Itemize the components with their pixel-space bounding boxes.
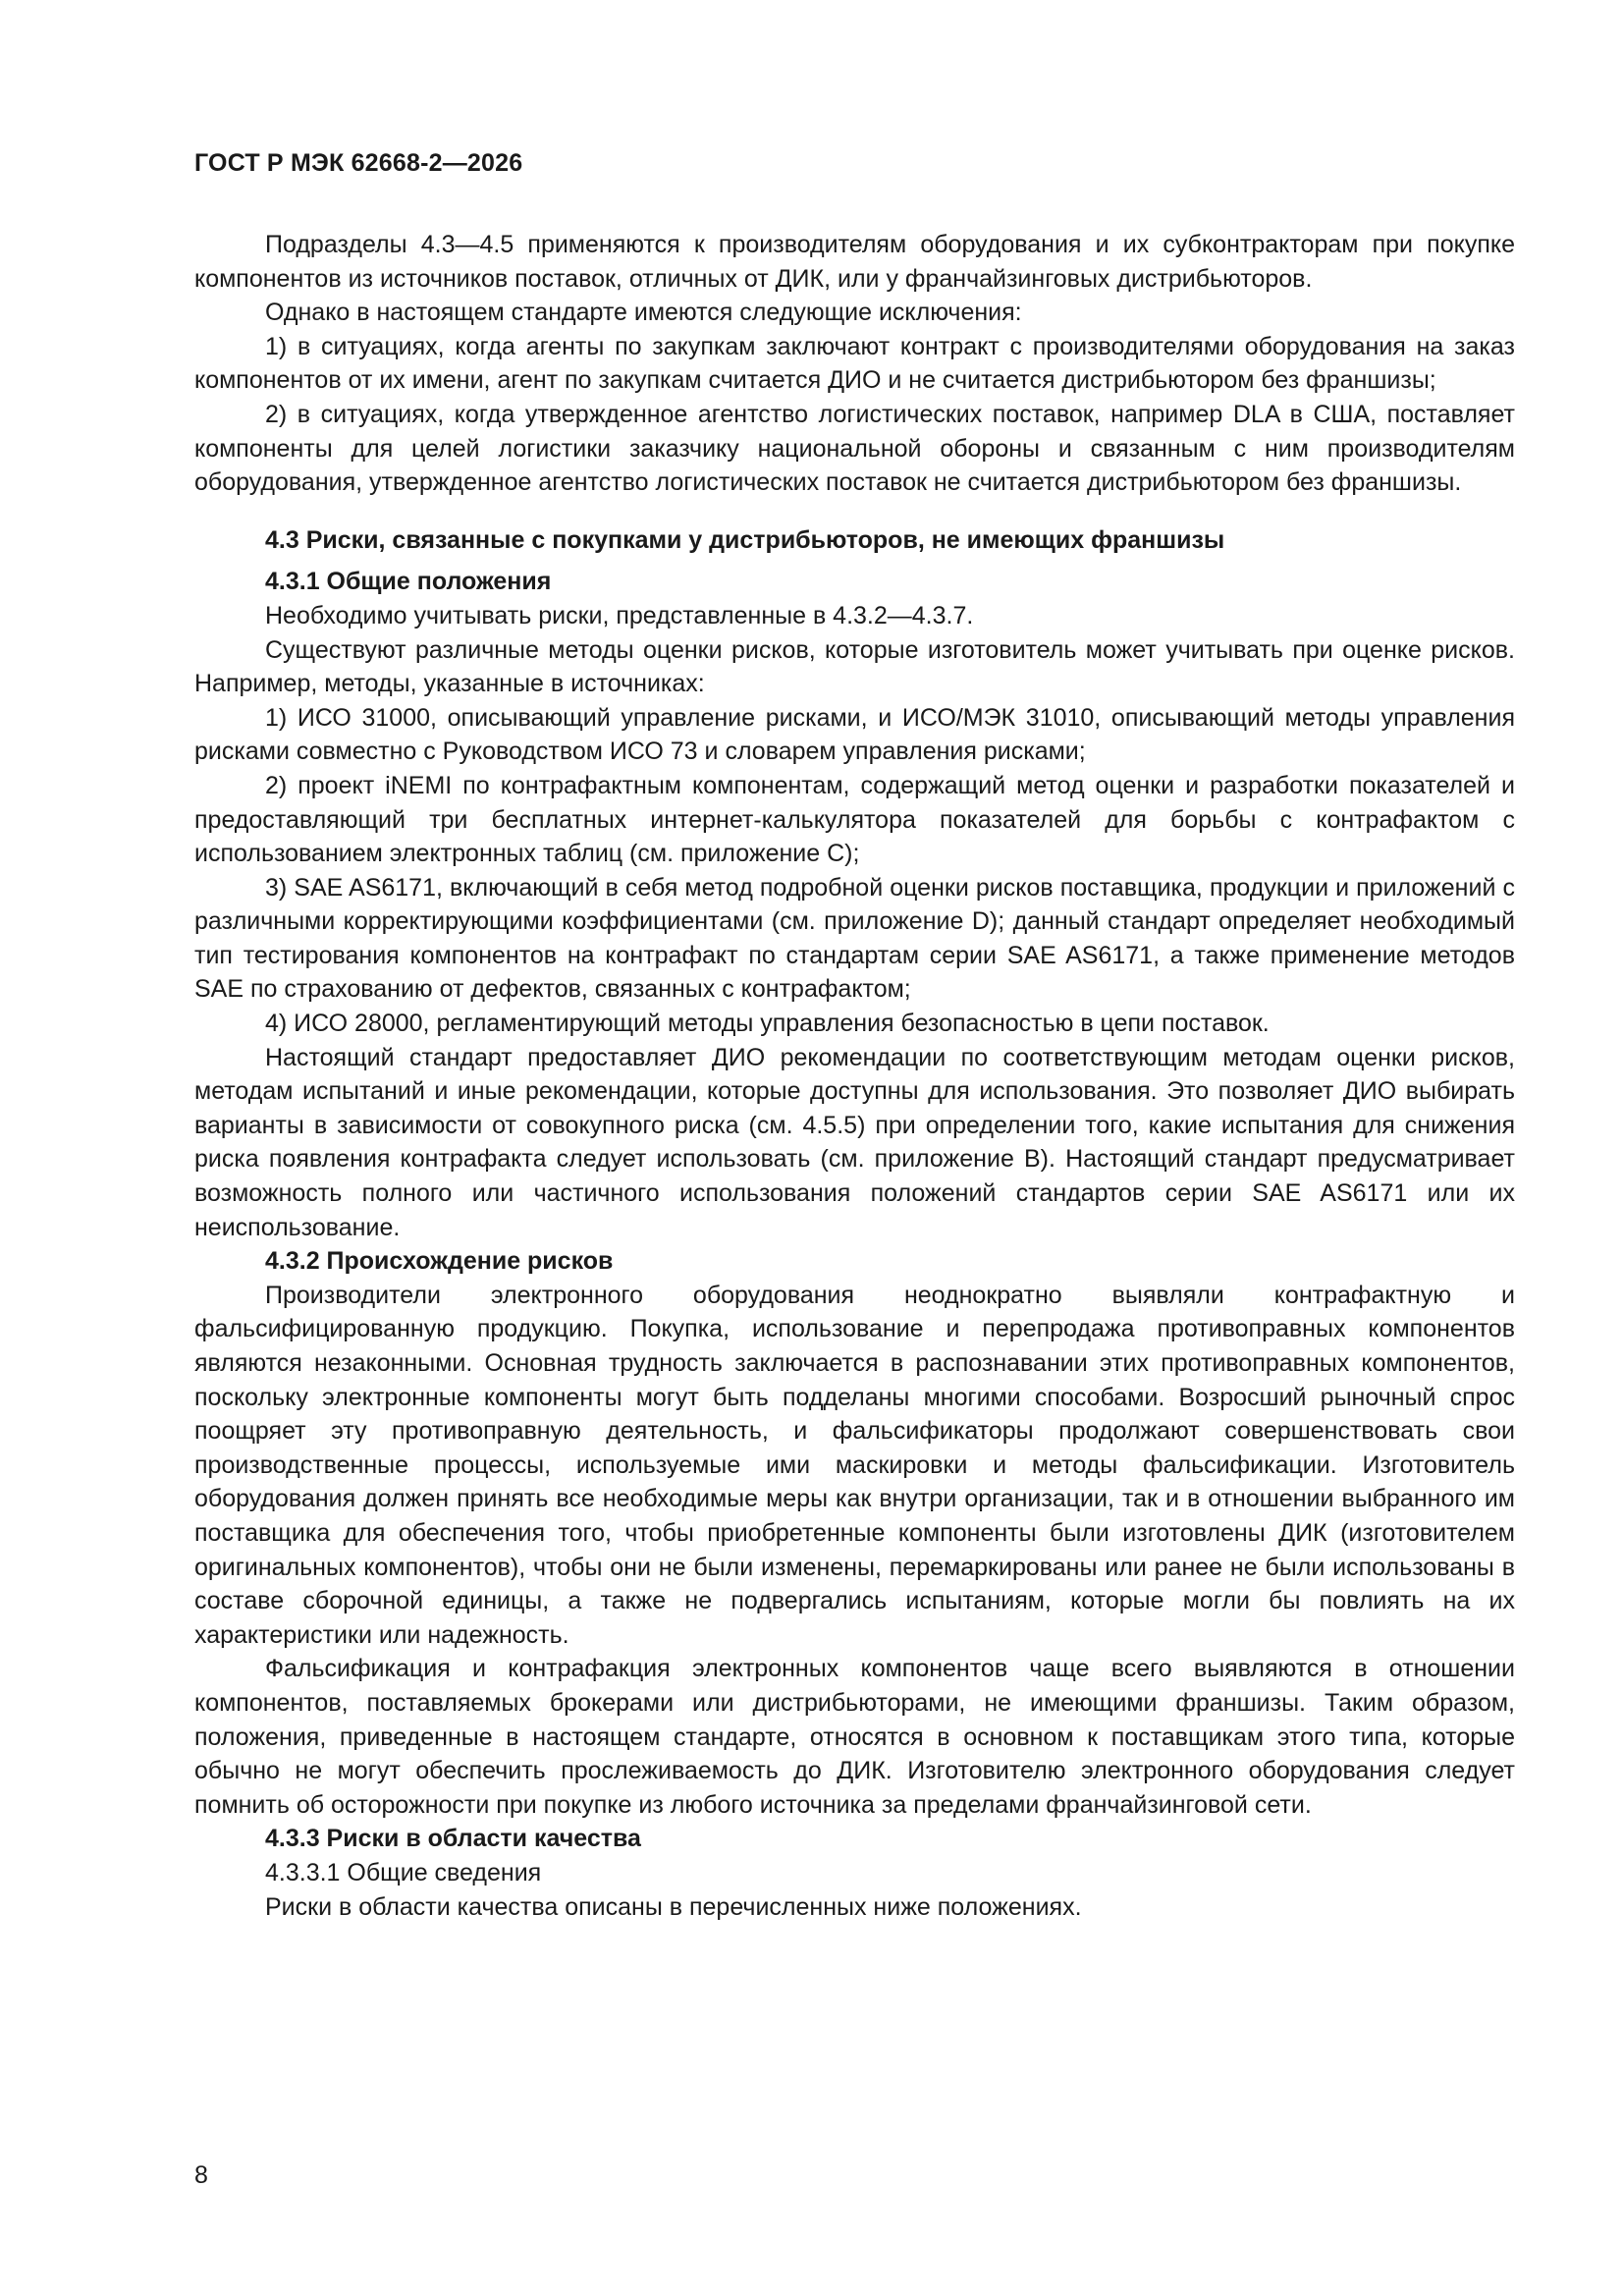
list-item: 3) SAE AS6171, включающий в себя метод подробной оценки рисков поставщика, продукции и приложений с различными корректирующими коэффициентами (см. приложение D); данный стандарт определяет необходимый тип тестирования компонентов на контрафакт по стандартам серии SAE AS6171, а также применение методов SAE по страхованию от дефектов, связанных с контрафактом; (194, 873, 1515, 1004)
subsection-heading: 4.3.1 Общие положения (265, 568, 552, 596)
list-item: 1) в ситуациях, когда агенты по закупкам заключают контракт с производителями оборудования на заказ компонентов от их имени, агент по закупкам считается ДИО и не считается дистрибьютором без франшизы; (194, 332, 1515, 395)
list-item: 4) ИСО 28000, регламентирующий методы управления безопасностью в цепи поставок. (265, 1010, 1270, 1038)
subsection-heading: 4.3.3 Риски в области качества (265, 1825, 641, 1853)
list-item: 2) в ситуациях, когда утвержденное агентство логистических поставок, например DLA в США, поставляет компоненты для целей логистики заказчику национальной обороны и связанным с ним производителям оборудования, утвержденное агентство логистических поставок не считается дистрибьютором без франшизы. (194, 400, 1515, 497)
document-header: ГОСТ Р МЭК 62668-2—2026 (194, 149, 523, 177)
clause-heading: 4.3.3.1 Общие сведения (265, 1858, 542, 1886)
subsection-heading: 4.3.2 Происхождение рисков (265, 1247, 614, 1276)
list-item: 2) проект iNEMI по контрафактным компонентам, содержащий метод оценки и разработки показателей и предоставляющий три бесплатных интернет-калькулятора показателей для борьбы с контрафактом с использованием электронных таблиц (см. приложение С); (194, 771, 1515, 868)
paragraph: Существуют различные методы оценки рисков, которые изготовитель может учитывать при оценке рисков. Например, методы, указанные в источниках: (194, 635, 1515, 698)
list-item: 1) ИСО 31000, описывающий управление рисками, и ИСО/МЭК 31010, описывающий методы управления рисками совместно с Руководством ИСО 73 и словарем управления рисками; (194, 703, 1515, 766)
document-body (194, 228, 1515, 1924)
paragraph: Настоящий стандарт предоставляет ДИО рекомендации по соответствующим методам оценки рисков, методам испытаний и иные рекомендации, которые доступны для использования. Это позволяет ДИО выбирать варианты в зависимости от совокупного риска (см. 4.5.5) при определении того, какие испытания для снижения риска появления контрафакта следует использовать (см. приложение В). Настоящий стандарт предусматривает возможность полного или частичного использования положений стандартов серии SAE AS6171 или их неиспользование. (194, 1043, 1515, 1241)
page-number: 8 (194, 2161, 208, 2189)
paragraph: Производители электронного оборудования неоднократно выявляли контрафактную и фальсифицированную продукцию. Покупка, использование и перепродажа противоправных компонентов являются незаконными. Основная трудность заключается в распознавании этих противоправных компонентов, поскольку электронные компоненты могут быть подделаны многими способами. Возросший рыночный спрос поощряет эту противоправную деятельность, и фальсификаторы продолжают совершенствовать свои производственные процессы, используемые ими маскировки и методы фальсификации. Изготовитель оборудования должен принять все необходимые меры как внутри организации, так и в отношении выбранного им поставщика для обеспечения того, чтобы приобретенные компоненты были изготовлены ДИК (изготовителем оригинальных компонентов), чтобы они не были изменены, перемаркированы или ранее не были использованы в составе сборочной единицы, а также не подвергались испытаниям, которые могли бы повлиять на их характеристики или надежность. (194, 1281, 1515, 1649)
paragraph: Риски в области качества описаны в перечисленных ниже положениях. (265, 1892, 1082, 1921)
section-heading: 4.3 Риски, связанные с покупками у дистрибьюторов, не имеющих франшизы (265, 525, 1225, 554)
paragraph: Фальсификация и контрафакция электронных компонентов чаще всего выявляются в отношении компонентов, поставляемых брокерами или дистрибьюторами, не имеющими франшизы. Таким образом, положения, приведенные в настоящем стандарте, относятся в основном к поставщикам этого типа, которые обычно не могут обеспечить прослеживаемость до ДИК. Изготовителю электронного оборудования следует помнить об осторожности при покупке из любого источника за пределами франчайзинговой сети. (194, 1655, 1515, 1819)
paragraph: Необходимо учитывать риски, представленные в 4.3.2—4.3.7. (265, 601, 974, 629)
paragraph: Однако в настоящем стандарте имеются следующие исключения: (265, 299, 1022, 327)
paragraph: Подразделы 4.3—4.5 применяются к производителям оборудования и их субконтракторам при покупке компонентов из источников поставок, отличных от ДИК, или у франчайзинговых дистрибьюторов. (194, 231, 1515, 293)
